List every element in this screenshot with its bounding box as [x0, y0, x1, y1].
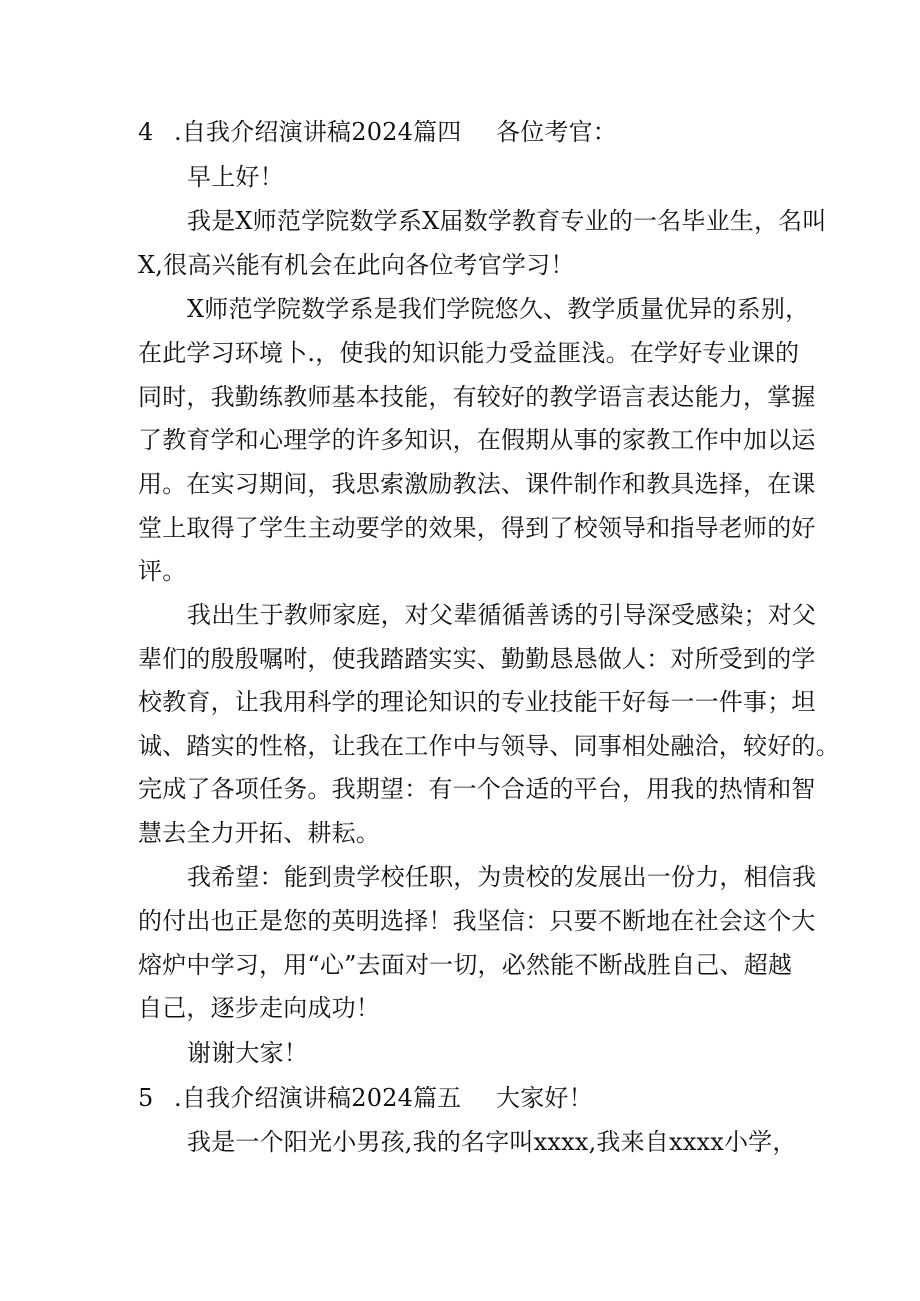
paragraph-line: 评。: [138, 557, 187, 585]
closing-line: 谢谢大家！: [187, 1039, 308, 1067]
paragraph-line: X,很高兴能有机会在此向各位考官学习！: [138, 251, 575, 279]
paragraph-line: 用。在实习期间，我思索激励教法、课件制作和教具选择，在课: [138, 470, 816, 498]
paragraph-line: 的付出也正是您的英明选择！我坚信：只要不断地在社会这个大: [138, 907, 816, 935]
paragraph-line: 校教育，让我用科学的理论知识的专业技能干好每一一件事；坦: [138, 688, 816, 716]
section-5-salutation: 大家好！: [496, 1084, 593, 1112]
section-5-number: 5: [138, 1084, 154, 1112]
paragraph-line: 完成了各项任务。我期望：有一个合适的平台，用我的热情和智: [138, 775, 816, 803]
paragraph-line: 慧去全力开拓、耕耘。: [138, 819, 380, 847]
paragraph-line: 我出生于教师家庭，对父辈循循善诱的引导深受感染；对父: [187, 601, 817, 629]
paragraph-line: X师范学院数学系是我们学院悠久、教学质量优异的系别，: [187, 295, 810, 323]
greeting-line: 早上好！: [187, 163, 284, 191]
paragraph-line: 了教育学和心理学的许多知识，在假期从事的家教工作中加以运: [138, 426, 816, 454]
section-4-salutation: 各位考官：: [496, 118, 617, 146]
paragraph-line: 我是X师范学院数学系X届数学教育专业的一名毕业生，名叫: [187, 207, 827, 235]
section-4-title: .自我介绍演讲稿2024篇四: [174, 118, 462, 146]
section-4-number: 4: [138, 118, 154, 146]
paragraph-line: 自己，逐步走向成功！: [138, 994, 380, 1022]
paragraph-line: 辈们的殷殷嘱咐，使我踏踏实实、勤勤恳恳做人：对所受到的学: [138, 645, 816, 673]
paragraph-line: 堂上取得了学生主动要学的效果，得到了校领导和指导老师的好: [138, 514, 816, 542]
paragraph-line: 我是一个阳光小男孩,我的名字叫xxxx,我来自xxxx小学，: [187, 1128, 797, 1156]
paragraph-line: 同时，我勤练教师基本技能，有较好的教学语言表达能力，掌握: [138, 383, 816, 411]
section-4-heading: [138, 117, 788, 147]
paragraph-line: 诚、踏实的性格，让我在工作中与领导、同事相处融洽，较好的。: [138, 732, 840, 760]
paragraph-line: 我希望：能到贵学校任职，为贵校的发展出一份力，相信我: [187, 863, 817, 891]
section-5-heading: [138, 1083, 788, 1113]
section-5-title: .自我介绍演讲稿2024篇五: [174, 1084, 462, 1112]
paragraph-line: 在此学习环境卜.，使我的知识能力受益匪浅。在学好专业课的: [138, 339, 800, 367]
paragraph-line: 熔炉中学习，用“心”去面对一切，必然能不断战胜自己、超越: [138, 951, 793, 979]
